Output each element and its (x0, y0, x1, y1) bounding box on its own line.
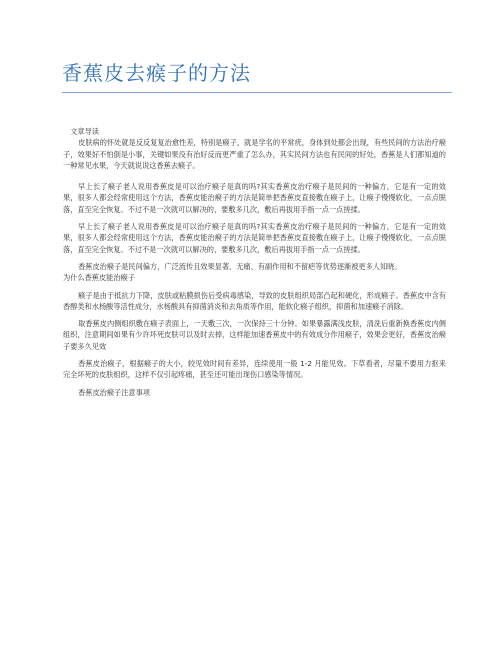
section-heading-2: 香蕉皮治瘊子注意事项 (78, 387, 150, 397)
paragraph-1: 早上长了瘊子老人说用香蕉皮是可以治疗瘊子是真的吗?其实香蕉皮治疗瘊子是民间的一种偏方，它是有一定的效果，很多人都会经常使用这个方法，香蕉皮能治瘊子的方法是简单把香蕉皮直接敷在瘊子上，让瘊子慢慢软化，一点点脱落，直至完全恢复。不过不是一次就可以解决的，要敷多几次，敷后再拔用手指一点一点搓揉。 (63, 182, 446, 214)
page-title: 香蕉皮去瘊子的方法 (62, 61, 251, 85)
guide-heading: 文章导读 (70, 127, 99, 136)
article-body (63, 126, 446, 398)
paragraph-5: 取香蕉皮内侧组织敷在瘊子表面上，一天敷三次，一次保持三十分钟。如果暴露满浅皮肤，清洗后重新换香蕉皮内侧组织，注意期间如果有少许坏死皮肤可以及时去掉，这样能加速香蕉皮中的有效成分作用瘊子，效果会更好，香蕉皮治瘊子要多久见效 (63, 319, 446, 351)
paragraph-3: 香蕉皮治瘊子是民间偏方，广泛流传且效果显著，无痛、有副作用和不留疤等优势逐渐被更多人知晓。 (78, 261, 402, 271)
section-heading: 为什么香蕉皮能治瘊子 (63, 273, 135, 283)
paragraph-4: 瘊子是由于抵抗力下降，皮肤或粘膜损伤后受病毒感染，导致的皮肤组织局部凸起和硬化，形成瘊子。香蕉皮中含有香醇类和水杨酸等活性成分，水杨酸具有抑菌消炎和去角质等作用，能软化瘊子组织，抑菌和加速瘊子消除。 (63, 290, 446, 311)
paragraph-2: 早上长了瘊子老人说用香蕉皮是可以治疗瘊子是真的吗?其实香蕉皮治疗瘊子是民间的一种偏方，它是有一定的效果，很多人都会经常使用这个方法，香蕉皮能治瘊子的方法是简单把香蕉皮直接敷在瘊子上，让瘊子慢慢软化，一点点脱落，直至完全恢复。不过不是一次就可以解决的，要敷多几次，敷后再拔用手指一点一点搓揉。 (63, 222, 446, 254)
title-divider (62, 92, 452, 93)
paragraph-6: 香蕉皮治瘊子，根据瘊子的大小，较见效时间有差异，连续使用一般 1-2 月能见效。下草看者，尽量不要用力抠来完全坏死的皮肤组织，这样不仅引起疼痛，甚至还可能出现伤口感染等情况。 (63, 359, 446, 380)
guide-text: 皮肤病的怀处就是反反复复治愈性差，特别是瘊子，就是学名的平常疣，身体到处都会出现，有些民间的方法治疗瘊子，效果好不怕倒是小事，关键如果没有治好反而更严重了怎么办，其实民间方法也有民间的好处，香蕉是人们都知道的一种常见水果，今天就说说这香蕉去瘊子。 (63, 138, 446, 170)
